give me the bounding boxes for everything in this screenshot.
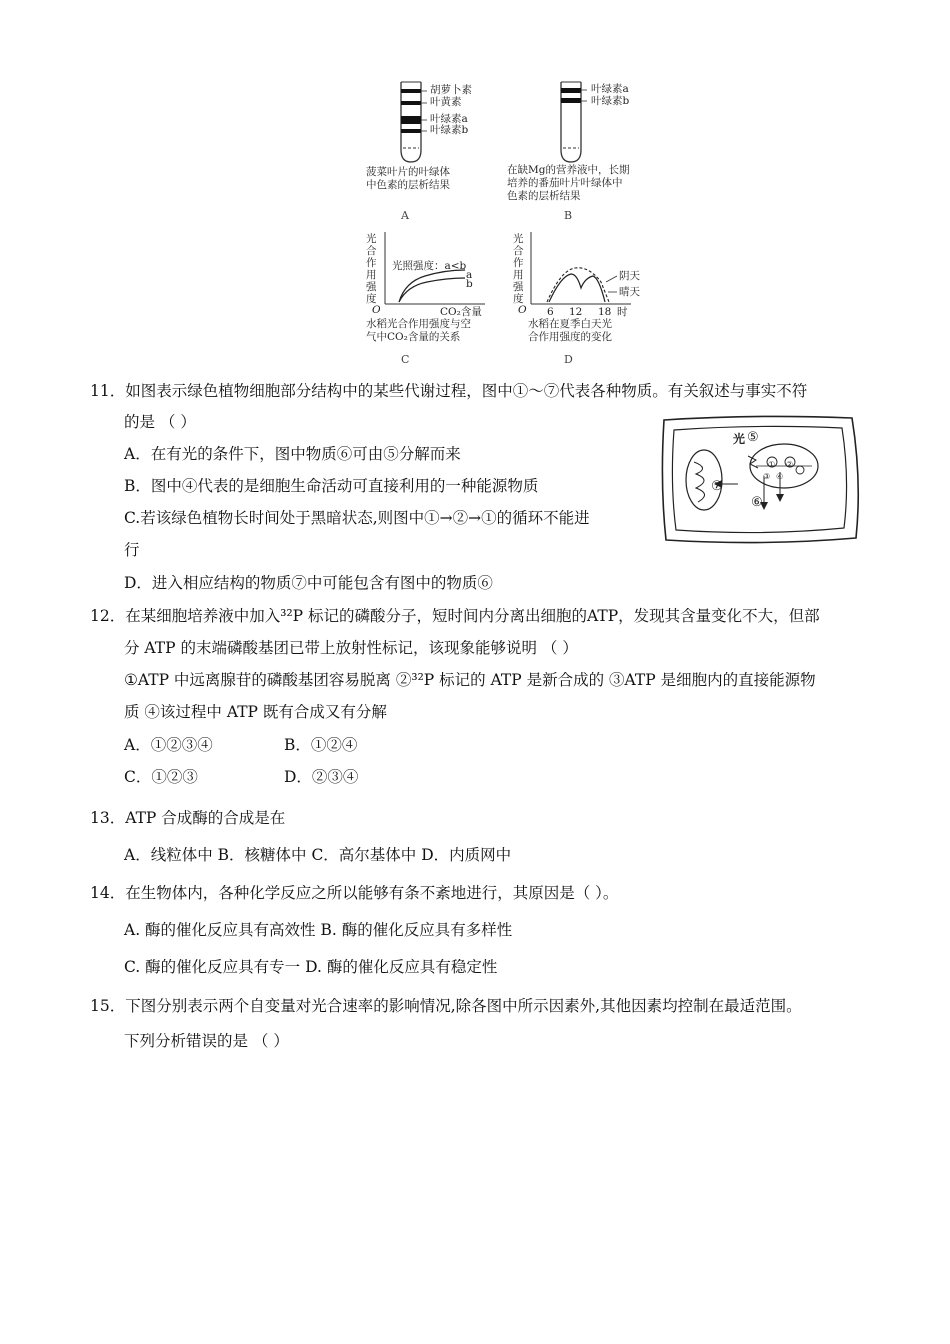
- substance-5-label: ⑤: [747, 430, 759, 445]
- light-label: 光: [733, 432, 746, 446]
- figure-caption: 水稻在夏季白天光 合作用强度的变化: [528, 318, 612, 343]
- curve-label-a: a: [466, 269, 473, 281]
- q12-stem-line2: 分 ATP 的末端磷酸基团已带上放射性标记，该现象能够说明 （ ）: [124, 639, 578, 657]
- substance-1-label: ①: [768, 460, 776, 469]
- q15-stem-line1: 15．下图分别表示两个自变量对光合速率的影响情况,除各图中所示因素外,其他因素均控制在最适范围。: [90, 997, 802, 1015]
- q12-stem-line1: 12．在某细胞培养液中加入³²P 标记的磷酸分子，短时间内分离出细胞的ATP，发现其含量变化不大，但部: [90, 607, 820, 625]
- substance-2-label: ②: [786, 460, 794, 469]
- series-label: 阴天: [619, 270, 640, 282]
- origin-label: O: [372, 304, 381, 316]
- figure-caption: 水稻光合作用强度与空 气中CO₂含量的关系: [366, 318, 471, 343]
- q11-option-b: B．图中④代表的是细胞生命活动可直接利用的一种能源物质: [124, 477, 539, 495]
- substance-6-label: ⑥: [751, 495, 763, 510]
- q14-options-cd: C. 酶的催化反应具有专一 D. 酶的催化反应具有稳定性: [124, 958, 498, 976]
- x-unit-label: 时: [617, 306, 628, 318]
- curve-label-b: b: [466, 278, 473, 290]
- origin-label: O: [518, 304, 527, 316]
- q13-options: A．线粒体中 B．核糖体中 C．高尔基体中 D．内质网中: [124, 846, 512, 864]
- y-axis-label: 光合作用强度: [513, 233, 524, 305]
- series-label: 晴天: [619, 286, 640, 298]
- band-label: 叶绿素b: [591, 95, 630, 107]
- q11-option-d: D．进入相应结构的物质⑦中可能包含有图中的物质⑥: [124, 574, 493, 592]
- x-tick-label: 18: [598, 306, 612, 318]
- figure-label: B: [564, 209, 573, 222]
- q11-stem-line2: 的是 （ ）: [124, 413, 196, 431]
- band-label: 叶绿素a: [430, 113, 468, 125]
- y-axis-label: 光合作用强度: [366, 233, 377, 305]
- substance-3-label: ③: [763, 472, 771, 481]
- band-label: 叶黄素: [430, 96, 462, 108]
- q12-option-a: A．①②③④: [124, 736, 213, 754]
- q14-stem: 14．在生物体内，各种化学反应之所以能够有条不紊地进行，其原因是（ ）。: [90, 884, 619, 902]
- band-label: 胡萝卜素: [430, 84, 472, 96]
- q13-stem: 13．ATP 合成酶的合成是在: [90, 809, 286, 827]
- q11-option-c-line1: C.若该绿色植物长时间处于黑暗状态,则图中①→②→①的循环不能进: [124, 509, 590, 527]
- figure-caption: 在缺Mg的营养液中，长期 培养的番茄叶片叶绿体中 色素的层析结果: [507, 164, 630, 202]
- q11-option-c-line2: 行: [124, 541, 140, 559]
- band-label: 叶绿素a: [591, 83, 629, 95]
- substance-4-label: ④: [776, 472, 784, 481]
- x-tick-label: 6: [547, 306, 554, 318]
- q12-option-b: B．①②④: [284, 736, 358, 754]
- q11-stem-line1: 11．如图表示绿色植物细胞部分结构中的某些代谢过程，图中①～⑦代表各种物质。有关叙述与事实不符: [90, 382, 808, 400]
- q14-options-ab: A. 酶的催化反应具有高效性 B. 酶的催化反应具有多样性: [124, 921, 513, 939]
- x-tick-label: 12: [569, 306, 583, 318]
- figure-caption: 菠菜叶片的叶绿体 中色素的层析结果: [366, 166, 450, 191]
- chart-annotation: 光照强度：a<b: [392, 260, 467, 272]
- q12-option-d: D．②③④: [284, 768, 359, 786]
- substance-7-label: ⑦: [711, 479, 723, 494]
- q12-option-c: C．①②③: [124, 768, 198, 786]
- figure-label: A: [401, 209, 409, 222]
- q15-stem-line2: 下列分析错误的是 （ ）: [124, 1032, 289, 1050]
- figure-label: C: [401, 353, 410, 366]
- figure-label: D: [564, 353, 573, 366]
- q12-statement-line2: 质 ④该过程中 ATP 既有合成又有分解: [124, 703, 387, 721]
- q12-statement-line1: ①ATP 中远离腺苷的磷酸基团容易脱离 ②³²P 标记的 ATP 是新合成的 ③ATP 是细胞内的直接能源物: [124, 671, 816, 689]
- band-label: 叶绿素b: [430, 124, 469, 136]
- x-axis-label: CO₂含量: [440, 306, 482, 318]
- q11-option-a: A．在有光的条件下，图中物质⑥可由⑤分解而来: [124, 445, 461, 463]
